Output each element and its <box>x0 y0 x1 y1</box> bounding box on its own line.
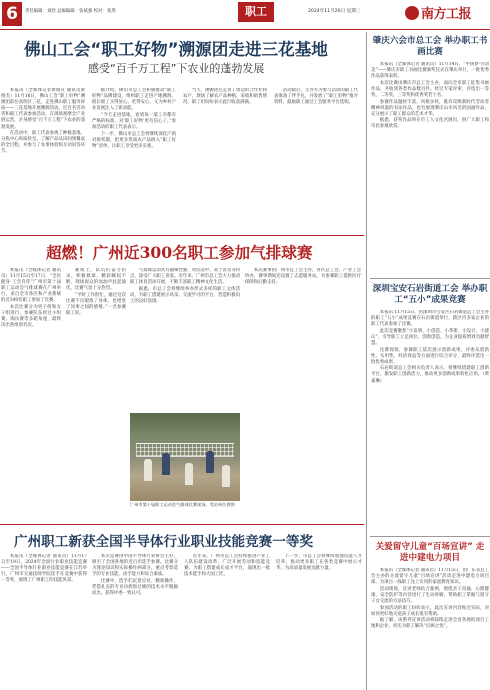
paragraph: “今天走进基地，看到每一道工序都有严格的标准，对‘职工好物’更有信心了。”参加活动的职工代表表示。 <box>92 112 176 131</box>
story3-column-3 <box>184 554 270 690</box>
staff-credits: 责任编辑：刘欣 总编编辑：张斌强 校对：张然 <box>25 9 116 14</box>
story1-column-1 <box>1 88 85 230</box>
paragraph: 比赛中，选手们沉着应对、精准操作，凭借扎实的专业功底和过硬的技术水平脱颖而出，获得评委一致认可。 <box>92 578 178 597</box>
paragraph: 本报讯（全媒体记者 通讯员）11月17日至19日，2024年全国行业职业技能竞赛——全国半导体行业职业技能竞赛在江苏举行，广州市交通技师学院选手在竞赛中获得一等奖，展现了广州职工的技能风采。 <box>1 554 87 584</box>
side2-body <box>371 310 489 532</box>
paragraph: 据了解，该系列宣讲活动将陆续走进全省各地的项目工地和企业，切实为职工解决“后顾之忧”。 <box>371 618 489 630</box>
paragraph: 参赛作品题材丰富、风格多样，既有反映新时代劳动者精神风貌的书法作品，也有展现肇庆山水风光的国画作品，充分展示了职工群众的艺术才华。 <box>371 99 489 117</box>
paragraph: 赛场上，队员们奋力扣杀、积极救球，精彩瞬间不断，现场观众的加油声此起彼伏，比赛气氛十分热烈。 <box>66 268 126 292</box>
paragraph: 本报讯（全媒体记者 通讯员）11月15日至17日，“全民健身·工会有你”广州市第十届职工运动会气排球赛在广州举行，来自全市各区和产业系统的近300名职工参加了比赛。 <box>1 268 61 304</box>
side3-headline: 关爱留守儿童“百场宣讲” 走进中建电力项目 <box>375 542 485 563</box>
story2-headline: 超燃！广州近300名职工参加气排球赛 <box>46 243 313 262</box>
side1-body <box>371 62 489 274</box>
divider <box>0 235 364 236</box>
paragraph: 本报讯（全媒体记者 通讯员）11月15日，由广东省总工会主办的关爱留守儿童“百场宣讲”活动走进中建电力项目部，为项目一线职工送上实用的家庭教育知识。 <box>371 568 489 586</box>
paragraph: 本报讯（全媒体记者 通讯员）11月14日，“中国梦·劳动美”——肇庆市职工书画比赛颁奖仪式在肇庆举行，一批优秀作品获得表彰。 <box>371 62 489 80</box>
paragraph: 气排球运动具有趣味性强、对抗适中、易于普及等特点，深受广大职工喜爱。近年来，广州市总工会大力推动职工体育活动开展，不断丰富职工精神文化生活。 <box>130 268 240 286</box>
player-figure <box>162 453 170 475</box>
paragraph: 下一步，佛山市总工会将继续深化产销对接机制，把更多优质农产品纳入“职工好物”清单，让职工享受更多实惠。 <box>92 131 176 149</box>
paragraph: 据悉，获奖作品将在市工人文化宫展出，供广大职工和市民参观欣赏。 <box>371 118 489 130</box>
paragraph: 在活动中，职工代表参观了种植基地、分拣中心和质检室，了解产品从田间到餐桌的全过程，并参与了农事体验和互动问答环节。 <box>1 131 85 155</box>
paragraph: 近年来，广州市总工会持续推进产业工人队伍建设改革，广泛开展劳动和技能竞赛，为职工搭建成长成才平台，涌现出一批技术能手和大国工匠。 <box>184 554 270 578</box>
divider <box>370 278 490 279</box>
brand-logo-icon <box>405 6 419 20</box>
paragraph: 活动现场，宣讲老师结合案例，围绕亲子沟通、心理健康、安全防护等内容进行了生动讲解，帮助职工掌握与留守子女交流的方法技巧。 <box>371 586 489 604</box>
paragraph: 据介绍，佛山市总工会积极推动“职工好物”品牌建设，组织职工走进产地溯源，既让职工买得放心、吃得安心，又为乡村产业发展注入了新动能。 <box>92 88 176 112</box>
sidebar-divider <box>366 32 367 690</box>
side1-headline: 肇庆六会市总工会 举办职工书画比赛 <box>372 36 488 57</box>
side2-headline: 深圳宝安石岩街道工会 举办职工“五小”成果竞赛 <box>372 284 488 305</box>
story3-headline: 广州职工新获全国半导体行业职业技能竞赛一等奖 <box>14 534 314 550</box>
photo-caption: 广州市第十届职工运动会气排球比赛现场。受访单位供图 <box>130 502 235 507</box>
issue-date: 2024年11月20日 星期三 <box>308 9 361 14</box>
divider <box>0 524 364 525</box>
paragraph: 本次比赛由肇庆市总工会主办，面向全市职工征集书画作品，共收到各类作品数百件。经过专家评审，评选出一等奖、二等奖、三等奖和优秀奖若干名。 <box>371 80 489 98</box>
player-figure <box>144 459 152 481</box>
volleyball-photo <box>130 413 240 501</box>
story2-column-2 <box>66 268 126 516</box>
paragraph: 参加活动的职工纷纷表示，此次宣讲内容贴近实际，对如何更好地关爱孩子成长很有帮助。 <box>371 605 489 617</box>
page-masthead <box>0 0 490 30</box>
story3-column-2 <box>92 554 178 690</box>
page-number: 6 <box>2 2 22 26</box>
paragraph: 石岩街道总工会相关负责人表示，将继续搭建职工创新平台，激发职工创新活力，推动更多创新成果转化应用。（黄嘉琳） <box>371 366 489 384</box>
story1-column-3 <box>183 88 267 230</box>
paragraph: “平时工作很忙，通过这次比赛不仅锻炼了身体，也增进了同事之间的感情。”一名参赛职工说。 <box>66 292 126 317</box>
story2-column-1 <box>1 268 61 516</box>
net-shape <box>136 443 234 457</box>
brand-name: 南方工报 <box>421 7 472 22</box>
player-figure <box>206 451 214 473</box>
divider <box>370 536 490 537</box>
player-figure <box>185 463 193 485</box>
side3-body <box>371 568 489 690</box>
story3-column-1 <box>1 554 87 690</box>
story1-column-2 <box>92 88 176 230</box>
paragraph: 本报讯（全媒体记者黄瑞宣 通讯员梁俊杰）11月16日，佛山工会“职工好物”溯源团前往高明区三花，走进佛山职工服务驿站——三花基地开展溯源活动。近百名劳动者和职工代表参加活动，在现场观摩全产业链运营，亲身感受“百千万工程”下农业的蓬勃发展。 <box>1 88 85 130</box>
player-figure <box>222 465 230 487</box>
paragraph: 本次竞赛由中国半导体行业协会主办，吸引了全国各地的近百名选手参赛。比赛分为理论知识和实际操作两部分，重点考察选手的专业技能、动手能力和综合素质。 <box>92 554 178 578</box>
story1-column-4 <box>274 88 358 230</box>
story1-subhead: 感受“百千万工程”下农业的蓬勃发展 <box>88 62 265 75</box>
paragraph: 本次比赛分为男子组和女子组进行，参赛队伍经过小组赛、淘汰赛等多轮角逐，最终决出各组别名次。 <box>1 305 61 329</box>
paragraph: 当天，溯源团还走访了周边的合作社和农户，现场了解农产品种植、采收和销售情况，职工们纷纷表示此行收获满满。 <box>183 88 267 106</box>
paragraph: 本报讯 11月15日，由深圳市宝安区石岩街道总工会主办的职工“五小”成果竞赛在石岩街道举行，辖区内多家企业的职工代表参加了比赛。 <box>371 310 489 328</box>
paragraph: 下一步，市总工会将继续加强技能人才培养，推动更多职工在各类竞赛中展示才华，为高质量发展贡献力量。 <box>276 554 362 572</box>
story2-column-3 <box>130 268 240 410</box>
paragraph: 活动最后，主办方为参与活动的职工代表准备了伴手礼，并发放了“职工好物”推介资料，鼓励职工通过工会服务平台选购。 <box>274 88 358 106</box>
paragraph: 本次赛事由广州市总工会主办，各区总工会、产业工会协办，赛事期间还设置了志愿服务站，为参赛职工提供医疗保障和后勤支持。 <box>245 268 361 286</box>
story3-column-4 <box>276 554 362 690</box>
paragraph: 比赛现场，参赛职工依次展示创新成果，评委从创新性、实用性、经济效益等方面进行综合评分，最终评选出一批优秀成果。 <box>371 347 489 365</box>
story2-column-4 <box>245 268 361 516</box>
paragraph: 据悉，市总工会将继续举办形式多样的职工文体活动，为职工搭建展示风采、交流学习的平台，营造积极向上的良好氛围。 <box>130 286 240 304</box>
section-label: 职工 <box>238 2 274 22</box>
paragraph: 此次竞赛聚焦“小发明、小创造、小革新、小设计、小建议”，引导职工立足岗位、创新创造，为企业提质增效贡献智慧。 <box>371 328 489 346</box>
story1-headline: 佛山工会“职工好物”溯源团走进三花基地 <box>24 40 328 59</box>
brand-block <box>405 2 490 26</box>
